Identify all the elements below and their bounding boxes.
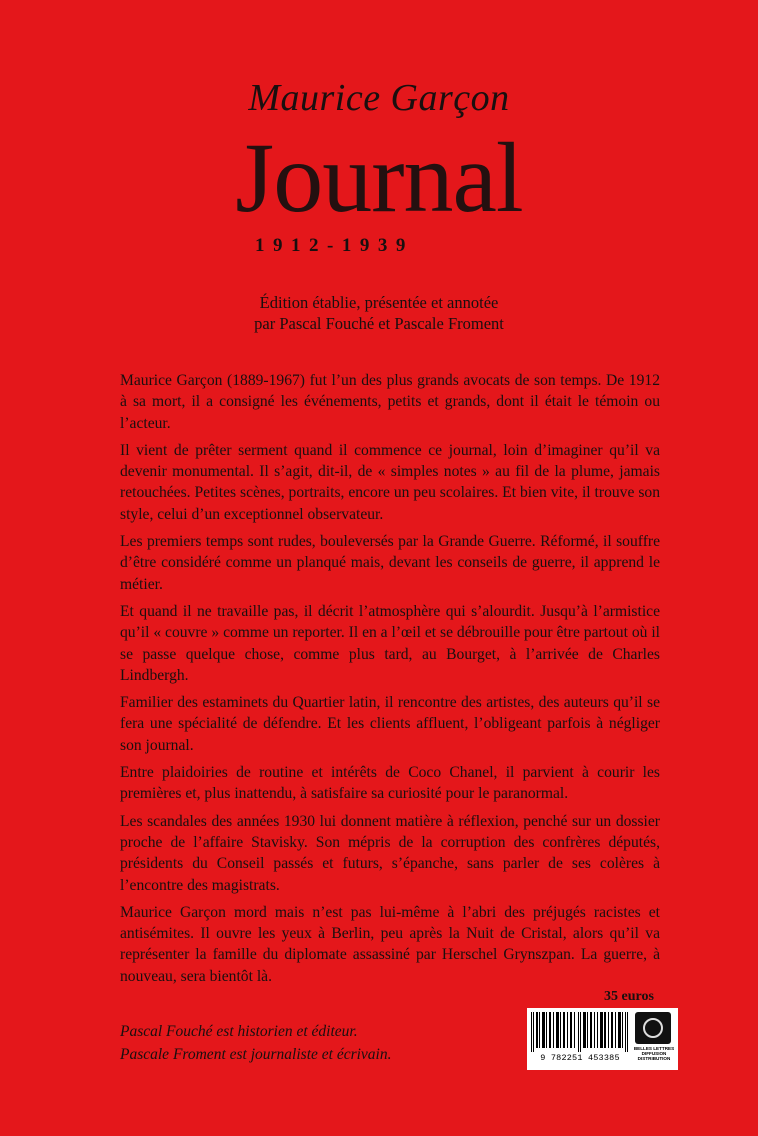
barcode-icon <box>531 1012 629 1052</box>
paragraph: Et quand il ne travaille pas, il décrit l’atmosphère qui s’alourdit. Jusqu’à l’armistice qu’il « couvre » comme un reporter. Il en a l’œil et se débrouille pour être partout où il se passe quelque chose, comme plus tard, au Bourget, à l’arrivée de Charles Lindbergh. <box>120 602 660 684</box>
paragraph: Il vient de prêter serment quand il commence ce journal, loin d’imaginer qu’il va devenir monumental. Il s’agit, dit-il, de « simples notes » au fil de la plume, jamais retouchées. Petites scènes, portraits, encore un peu scolaires. Et bien vite, il trouve son style, celui d’un exceptionnel observateur. <box>120 441 660 523</box>
editor-bios <box>120 1020 391 1066</box>
price-label: 35 euros <box>604 989 654 1004</box>
publisher-name: BELLES LETTRES DIFFUSION DISTRIBUTION <box>633 1046 675 1062</box>
barcode-number: 9 782251 453385 <box>540 1053 620 1063</box>
paragraph: Familier des estaminets du Quartier latin, il rencontre des artistes, des auteurs qu’il se fera une spécialité de défendre. Et les clients affluent, l’obligeant parfois à négliger son journal. <box>120 694 660 754</box>
book-title: Journal <box>235 122 523 233</box>
paragraph: Les premiers temps sont rudes, bouleversés par la Grande Guerre. Réformé, il souffre d’être considéré comme un planqué mais, devant les conseils de guerre, il apprend le métier. <box>120 533 660 593</box>
book-years: 1912-1939 <box>255 235 414 256</box>
author-name: Maurice Garçon <box>248 77 510 119</box>
credit-line-1: Édition établie, présentée et annotée <box>259 293 499 312</box>
paragraph: Les scandales des années 1930 lui donnent matière à réflexion, penché sur un dossier proche de l’affaire Stavisky. Son mépris de la corruption des confrères députés, présidents du Conseil passés et futurs, s’épanche, sans parler de ses colères à l’encontre des magistrats. <box>120 812 660 894</box>
barcode-panel <box>527 1008 678 1070</box>
publisher-logo-icon <box>635 1012 671 1044</box>
bio-line-1: Pascal Fouché est historien et éditeur. <box>120 1023 358 1040</box>
credit-line-2: par Pascal Fouché et Pascale Froment <box>254 314 504 333</box>
paragraph: Maurice Garçon mord mais n’est pas lui-même à l’abri des préjugés racistes et antisémites. Il ouvre les yeux à Berlin, peu après la Nuit de Cristal, alors qu’il va représenter la famille du diplomate assassiné par Herschel Grynszpan. La guerre, à nouveau, sera bientôt là. <box>120 903 660 985</box>
paragraph: Entre plaidoiries de routine et intérêts de Coco Chanel, il parvient à courir les premières et, plus inattendu, à satisfaire sa curiosité pour le paranormal. <box>120 764 660 803</box>
back-cover-text <box>120 370 660 993</box>
paragraph: Maurice Garçon (1889-1967) fut l’un des plus grands avocats de son temps. De 1912 à sa mort, il a consigné les événements, petits et grands, dont il était le témoin ou l’acteur. <box>120 372 660 432</box>
edition-credit <box>0 292 758 334</box>
bio-line-2: Pascale Froment est journaliste et écrivain. <box>120 1046 392 1063</box>
